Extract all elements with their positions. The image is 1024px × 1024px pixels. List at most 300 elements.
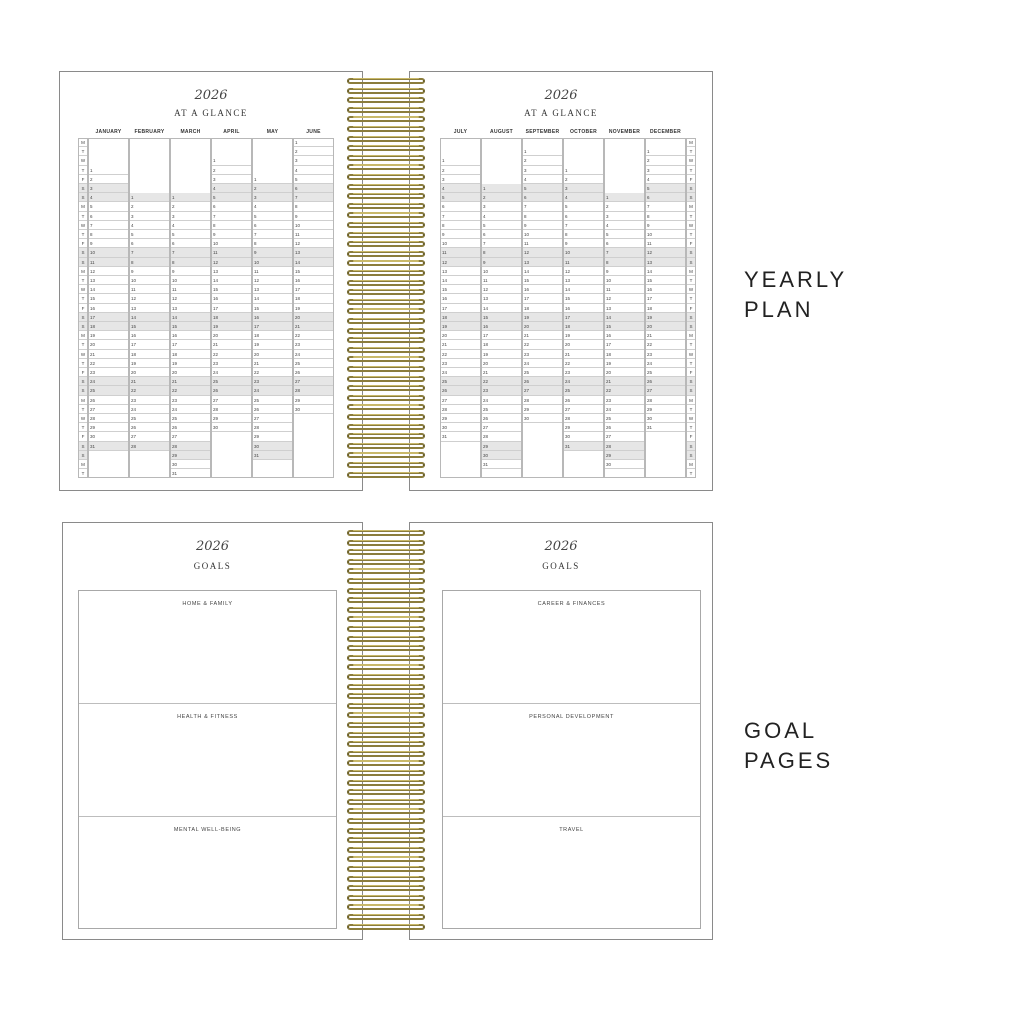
weekday-cell: T xyxy=(686,276,696,285)
day-cell: 23 xyxy=(170,396,211,405)
day-cell: 15 xyxy=(481,313,522,322)
day-cell: 24 xyxy=(604,405,645,414)
weekday-cell: T xyxy=(686,405,696,414)
day-cell: 24 xyxy=(563,377,604,386)
day-cell: 7 xyxy=(129,248,170,257)
day-cell: 8 xyxy=(293,202,334,211)
day-cell: 11 xyxy=(293,230,334,239)
day-cell: 22 xyxy=(170,386,211,395)
coil-ring xyxy=(347,664,425,672)
day-cell: 3 xyxy=(604,212,645,221)
day-cell: 17 xyxy=(170,340,211,349)
day-cell: 28 xyxy=(563,414,604,423)
day-cell: 23 xyxy=(522,350,563,359)
day-cell: 3 xyxy=(252,193,293,202)
day-cell: 5 xyxy=(211,193,252,202)
day-cell: 24 xyxy=(88,377,129,386)
weekday-cell: S xyxy=(78,193,88,202)
day-cell: 1 xyxy=(88,166,129,175)
day-cell: 22 xyxy=(522,340,563,349)
day-cell: 11 xyxy=(645,239,686,248)
coil-ring xyxy=(347,741,425,749)
day-cell: 17 xyxy=(440,304,481,313)
day-cell: 9 xyxy=(252,248,293,257)
day-cell: 7 xyxy=(252,230,293,239)
day-cell: 19 xyxy=(211,322,252,331)
day-cell: 25 xyxy=(563,386,604,395)
day-cell: 12 xyxy=(211,258,252,267)
day-cell: 5 xyxy=(481,221,522,230)
weekday-cell: S xyxy=(686,184,696,193)
day-cell: 3 xyxy=(563,184,604,193)
day-cell: 10 xyxy=(170,276,211,285)
coil-ring xyxy=(347,780,425,788)
day-cell: 20 xyxy=(129,368,170,377)
day-cell: 11 xyxy=(211,248,252,257)
weekday-cell: M xyxy=(686,396,696,405)
weekday-cell: T xyxy=(686,147,696,156)
coil-ring xyxy=(347,751,425,759)
goals-right-year: 2026 xyxy=(544,539,578,554)
day-cell: 13 xyxy=(645,258,686,267)
day-cell: 12 xyxy=(481,285,522,294)
coil-ring xyxy=(347,895,425,903)
day-cell: 7 xyxy=(170,248,211,257)
day-cell: 28 xyxy=(170,442,211,451)
day-cell: 4 xyxy=(440,184,481,193)
day-cell: 14 xyxy=(604,313,645,322)
day-cell: 13 xyxy=(129,304,170,313)
day-cell: 6 xyxy=(252,221,293,230)
weekday-cell: S xyxy=(78,442,88,451)
day-cell: 11 xyxy=(170,285,211,294)
day-cell: 1 xyxy=(129,193,170,202)
coil-ring xyxy=(347,876,425,884)
day-cell: 6 xyxy=(604,239,645,248)
day-cell: 25 xyxy=(129,414,170,423)
day-cell: 10 xyxy=(563,248,604,257)
left-calendar-grid xyxy=(78,138,336,478)
day-cell: 14 xyxy=(88,285,129,294)
day-cell: 11 xyxy=(88,258,129,267)
day-cell: 18 xyxy=(604,350,645,359)
day-cell: 3 xyxy=(440,175,481,184)
day-cell: 21 xyxy=(293,322,334,331)
day-cell: 23 xyxy=(440,359,481,368)
day-cell: 12 xyxy=(440,258,481,267)
day-cell: 30 xyxy=(293,405,334,414)
day-cell: 23 xyxy=(252,377,293,386)
day-cell: 5 xyxy=(129,230,170,239)
day-cell: 9 xyxy=(604,267,645,276)
day-cell: 29 xyxy=(522,405,563,414)
day-cell: 18 xyxy=(129,350,170,359)
day-cell: 9 xyxy=(170,267,211,276)
month-column xyxy=(481,138,522,478)
month-header: OCTOBER xyxy=(569,129,597,135)
day-cell: 12 xyxy=(252,276,293,285)
weekday-cell: M xyxy=(686,267,696,276)
day-cell: 11 xyxy=(440,248,481,257)
day-cell: 10 xyxy=(88,248,129,257)
day-cell: 24 xyxy=(170,405,211,414)
day-cell: 22 xyxy=(252,368,293,377)
day-cell: 21 xyxy=(129,377,170,386)
yearly-plan-label xyxy=(744,265,847,325)
weekday-cell: S xyxy=(78,386,88,395)
month-column-border xyxy=(252,138,293,478)
day-cell: 28 xyxy=(129,442,170,451)
coil-ring xyxy=(347,472,425,480)
day-cell: 20 xyxy=(170,368,211,377)
coil-ring xyxy=(347,97,425,105)
day-cell: 15 xyxy=(563,294,604,303)
weekday-cell: T xyxy=(78,166,88,175)
weekday-cell: S xyxy=(78,258,88,267)
day-cell: 15 xyxy=(252,304,293,313)
day-cell: 22 xyxy=(645,340,686,349)
weekday-cell: S xyxy=(686,386,696,395)
month-header: DECEMBER xyxy=(649,129,681,135)
day-cell: 10 xyxy=(252,258,293,267)
day-cell: 20 xyxy=(211,331,252,340)
month-header: NOVEMBER xyxy=(608,129,641,135)
day-cell: 9 xyxy=(481,258,522,267)
coil-ring xyxy=(347,308,425,316)
day-cell: 14 xyxy=(440,276,481,285)
day-cell: 13 xyxy=(211,267,252,276)
day-cell: 25 xyxy=(481,405,522,414)
weekday-cell: T xyxy=(686,166,696,175)
day-cell: 29 xyxy=(440,414,481,423)
weekday-cell: M xyxy=(686,138,696,147)
day-cell: 15 xyxy=(604,322,645,331)
day-cell: 7 xyxy=(211,212,252,221)
goal-section-label: PERSONAL DEVELOPMENT xyxy=(529,714,614,720)
weekday-cell: T xyxy=(78,423,88,432)
day-cell: 27 xyxy=(645,386,686,395)
day-cell: 8 xyxy=(129,258,170,267)
coil-ring xyxy=(347,385,425,393)
goal-section xyxy=(443,704,700,817)
goal-section-label: HEALTH & FITNESS xyxy=(177,714,238,720)
goal-section-label: CAREER & FINANCES xyxy=(537,601,606,607)
day-cell: 17 xyxy=(293,285,334,294)
day-cell: 13 xyxy=(481,294,522,303)
coil-ring xyxy=(347,866,425,874)
weekday-column-border xyxy=(78,138,88,478)
day-cell: 20 xyxy=(293,313,334,322)
yearly-left-page xyxy=(59,71,363,491)
weekday-cell: W xyxy=(78,221,88,230)
goals-right-page xyxy=(409,522,713,940)
day-cell: 2 xyxy=(170,202,211,211)
weekday-cell: F xyxy=(686,239,696,248)
day-cell: 16 xyxy=(481,322,522,331)
weekday-cell: T xyxy=(78,147,88,156)
day-cell: 13 xyxy=(170,304,211,313)
coil-ring xyxy=(347,732,425,740)
day-cell: 21 xyxy=(170,377,211,386)
weekday-cell: M xyxy=(78,202,88,211)
weekday-cell: F xyxy=(78,175,88,184)
weekday-cell: S xyxy=(686,193,696,202)
day-cell: 23 xyxy=(211,359,252,368)
day-cell: 9 xyxy=(645,221,686,230)
day-cell: 26 xyxy=(170,423,211,432)
day-cell: 24 xyxy=(129,405,170,414)
day-cell: 16 xyxy=(645,285,686,294)
weekday-cell: F xyxy=(78,432,88,441)
day-cell: 28 xyxy=(522,396,563,405)
day-cell: 15 xyxy=(170,322,211,331)
coil-ring xyxy=(347,549,425,557)
coil-ring xyxy=(347,395,425,403)
day-cell: 18 xyxy=(211,313,252,322)
day-cell: 2 xyxy=(604,202,645,211)
day-cell: 23 xyxy=(481,386,522,395)
weekday-cell: T xyxy=(78,230,88,239)
coil-ring xyxy=(347,116,425,124)
coil-ring xyxy=(347,799,425,807)
day-cell: 15 xyxy=(129,322,170,331)
day-cell: 17 xyxy=(563,313,604,322)
day-cell: 8 xyxy=(211,221,252,230)
day-cell: 4 xyxy=(481,212,522,221)
day-cell: 15 xyxy=(645,276,686,285)
day-cell: 11 xyxy=(252,267,293,276)
day-cell: 25 xyxy=(645,368,686,377)
weekday-cell: S xyxy=(686,258,696,267)
day-cell: 25 xyxy=(293,359,334,368)
day-cell: 2 xyxy=(88,175,129,184)
day-cell: 24 xyxy=(211,368,252,377)
goal-label-line2: PAGES xyxy=(744,748,834,773)
goals-left-title: GOALS xyxy=(193,561,232,571)
coil-ring xyxy=(347,847,425,855)
day-cell: 24 xyxy=(252,386,293,395)
day-cell: 15 xyxy=(440,285,481,294)
weekday-cell: T xyxy=(686,230,696,239)
coil-ring xyxy=(347,703,425,711)
coil-ring xyxy=(347,126,425,134)
day-cell: 2 xyxy=(481,193,522,202)
day-cell: 4 xyxy=(522,175,563,184)
coil-ring xyxy=(347,337,425,345)
day-cell: 23 xyxy=(645,350,686,359)
day-cell: 26 xyxy=(293,368,334,377)
day-cell: 4 xyxy=(252,202,293,211)
day-cell: 12 xyxy=(563,267,604,276)
yearly-right-year: 2026 xyxy=(544,88,578,103)
day-cell: 14 xyxy=(563,285,604,294)
weekday-column xyxy=(78,138,88,478)
coil-ring xyxy=(347,174,425,182)
weekday-cell: F xyxy=(78,304,88,313)
coil-ring xyxy=(347,260,425,268)
day-cell: 6 xyxy=(645,193,686,202)
yearly-label-line1: YEARLY xyxy=(744,267,848,292)
day-cell: 22 xyxy=(563,359,604,368)
day-cell: 26 xyxy=(522,377,563,386)
coil-ring xyxy=(347,241,425,249)
day-cell: 8 xyxy=(252,239,293,248)
weekday-cell: M xyxy=(78,267,88,276)
goals-left-year: 2026 xyxy=(195,539,230,554)
weekday-cell: T xyxy=(78,340,88,349)
day-cell: 28 xyxy=(88,414,129,423)
day-cell: 9 xyxy=(522,221,563,230)
coil-ring xyxy=(347,904,425,912)
goals-left-page xyxy=(62,522,363,940)
day-cell: 24 xyxy=(440,368,481,377)
day-cell: 4 xyxy=(604,221,645,230)
weekday-cell: T xyxy=(686,212,696,221)
day-cell: 25 xyxy=(522,368,563,377)
day-cell: 2 xyxy=(252,184,293,193)
day-cell: 18 xyxy=(522,304,563,313)
day-cell: 29 xyxy=(293,396,334,405)
yearly-right-title: AT A GLANCE xyxy=(524,108,598,118)
day-cell: 8 xyxy=(563,230,604,239)
coil-ring xyxy=(347,328,425,336)
month-column xyxy=(88,138,129,478)
weekday-cell: W xyxy=(78,350,88,359)
month-header: SEPTEMBER xyxy=(525,129,560,135)
coil-ring xyxy=(347,347,425,355)
day-cell: 4 xyxy=(563,193,604,202)
day-cell: 3 xyxy=(88,184,129,193)
weekday-cell: S xyxy=(686,442,696,451)
coil-ring xyxy=(347,818,425,826)
weekday-cell: S xyxy=(686,248,696,257)
day-cell: 22 xyxy=(481,377,522,386)
day-cell: 15 xyxy=(293,267,334,276)
weekday-cell: T xyxy=(78,405,88,414)
coil-ring xyxy=(347,232,425,240)
day-cell: 10 xyxy=(440,239,481,248)
day-cell: 4 xyxy=(170,221,211,230)
day-cell: 6 xyxy=(170,239,211,248)
day-cell: 11 xyxy=(563,258,604,267)
coil-ring xyxy=(347,645,425,653)
day-cell: 28 xyxy=(481,432,522,441)
day-cell: 7 xyxy=(481,239,522,248)
day-cell: 17 xyxy=(211,304,252,313)
month-header: FEBRUARY xyxy=(134,129,165,135)
day-cell: 1 xyxy=(211,156,252,165)
day-cell: 28 xyxy=(293,386,334,395)
weekday-cell: T xyxy=(686,469,696,478)
weekday-cell: S xyxy=(78,377,88,386)
day-cell: 29 xyxy=(563,423,604,432)
goal-section xyxy=(79,817,336,930)
day-cell: 11 xyxy=(522,239,563,248)
day-cell: 16 xyxy=(211,294,252,303)
day-cell: 3 xyxy=(211,175,252,184)
month-header: MARCH xyxy=(180,129,201,135)
day-cell: 16 xyxy=(522,285,563,294)
coil-ring xyxy=(347,722,425,730)
month-column-border xyxy=(440,138,481,478)
day-cell: 6 xyxy=(211,202,252,211)
day-cell: 4 xyxy=(293,166,334,175)
coil-ring xyxy=(347,203,425,211)
day-cell: 29 xyxy=(211,414,252,423)
day-cell: 16 xyxy=(129,331,170,340)
coil-ring xyxy=(347,78,425,86)
goal-section-label: MENTAL WELL-BEING xyxy=(173,827,242,833)
weekday-cell: F xyxy=(78,368,88,377)
goal-section xyxy=(79,704,336,817)
coil-ring xyxy=(347,597,425,605)
coil-ring xyxy=(347,88,425,96)
day-cell: 18 xyxy=(88,322,129,331)
day-cell: 12 xyxy=(604,294,645,303)
weekday-cell: M xyxy=(686,202,696,211)
weekday-cell: T xyxy=(78,294,88,303)
coil-ring xyxy=(347,318,425,326)
day-cell: 16 xyxy=(252,313,293,322)
day-cell: 28 xyxy=(252,423,293,432)
day-cell: 25 xyxy=(88,386,129,395)
day-cell: 1 xyxy=(440,156,481,165)
day-cell: 4 xyxy=(211,184,252,193)
month-column-border xyxy=(211,138,252,478)
day-cell: 20 xyxy=(522,322,563,331)
day-cell: 18 xyxy=(481,340,522,349)
day-cell: 1 xyxy=(252,175,293,184)
day-cell: 3 xyxy=(522,166,563,175)
day-cell: 28 xyxy=(440,405,481,414)
weekday-cell: T xyxy=(686,340,696,349)
day-cell: 9 xyxy=(129,267,170,276)
coil-ring xyxy=(347,540,425,548)
day-cell: 10 xyxy=(645,230,686,239)
day-cell: 8 xyxy=(481,248,522,257)
day-cell: 9 xyxy=(563,239,604,248)
goals-right-title: GOALS xyxy=(542,561,580,571)
month-header: MAY xyxy=(266,129,279,135)
day-cell: 30 xyxy=(252,442,293,451)
coil-ring xyxy=(347,414,425,422)
day-cell: 31 xyxy=(252,451,293,460)
day-cell: 26 xyxy=(440,386,481,395)
day-cell: 19 xyxy=(252,340,293,349)
weekday-cell: M xyxy=(78,460,88,469)
coil-ring xyxy=(347,607,425,615)
day-cell: 25 xyxy=(440,377,481,386)
weekday-cell: T xyxy=(78,469,88,478)
day-cell: 6 xyxy=(293,184,334,193)
day-cell: 7 xyxy=(522,202,563,211)
weekday-cell: W xyxy=(686,156,696,165)
coil-ring xyxy=(347,578,425,586)
day-cell: 6 xyxy=(563,212,604,221)
month-column-border xyxy=(645,138,686,478)
weekday-cell: W xyxy=(686,221,696,230)
day-cell: 22 xyxy=(293,331,334,340)
day-cell: 27 xyxy=(211,396,252,405)
day-cell: 14 xyxy=(645,267,686,276)
day-cell: 30 xyxy=(563,432,604,441)
day-cell: 5 xyxy=(563,202,604,211)
coil-ring xyxy=(347,828,425,836)
day-cell: 26 xyxy=(563,396,604,405)
coil-ring xyxy=(347,452,425,460)
day-cell: 19 xyxy=(645,313,686,322)
yearly-left-year: 2026 xyxy=(194,88,228,103)
